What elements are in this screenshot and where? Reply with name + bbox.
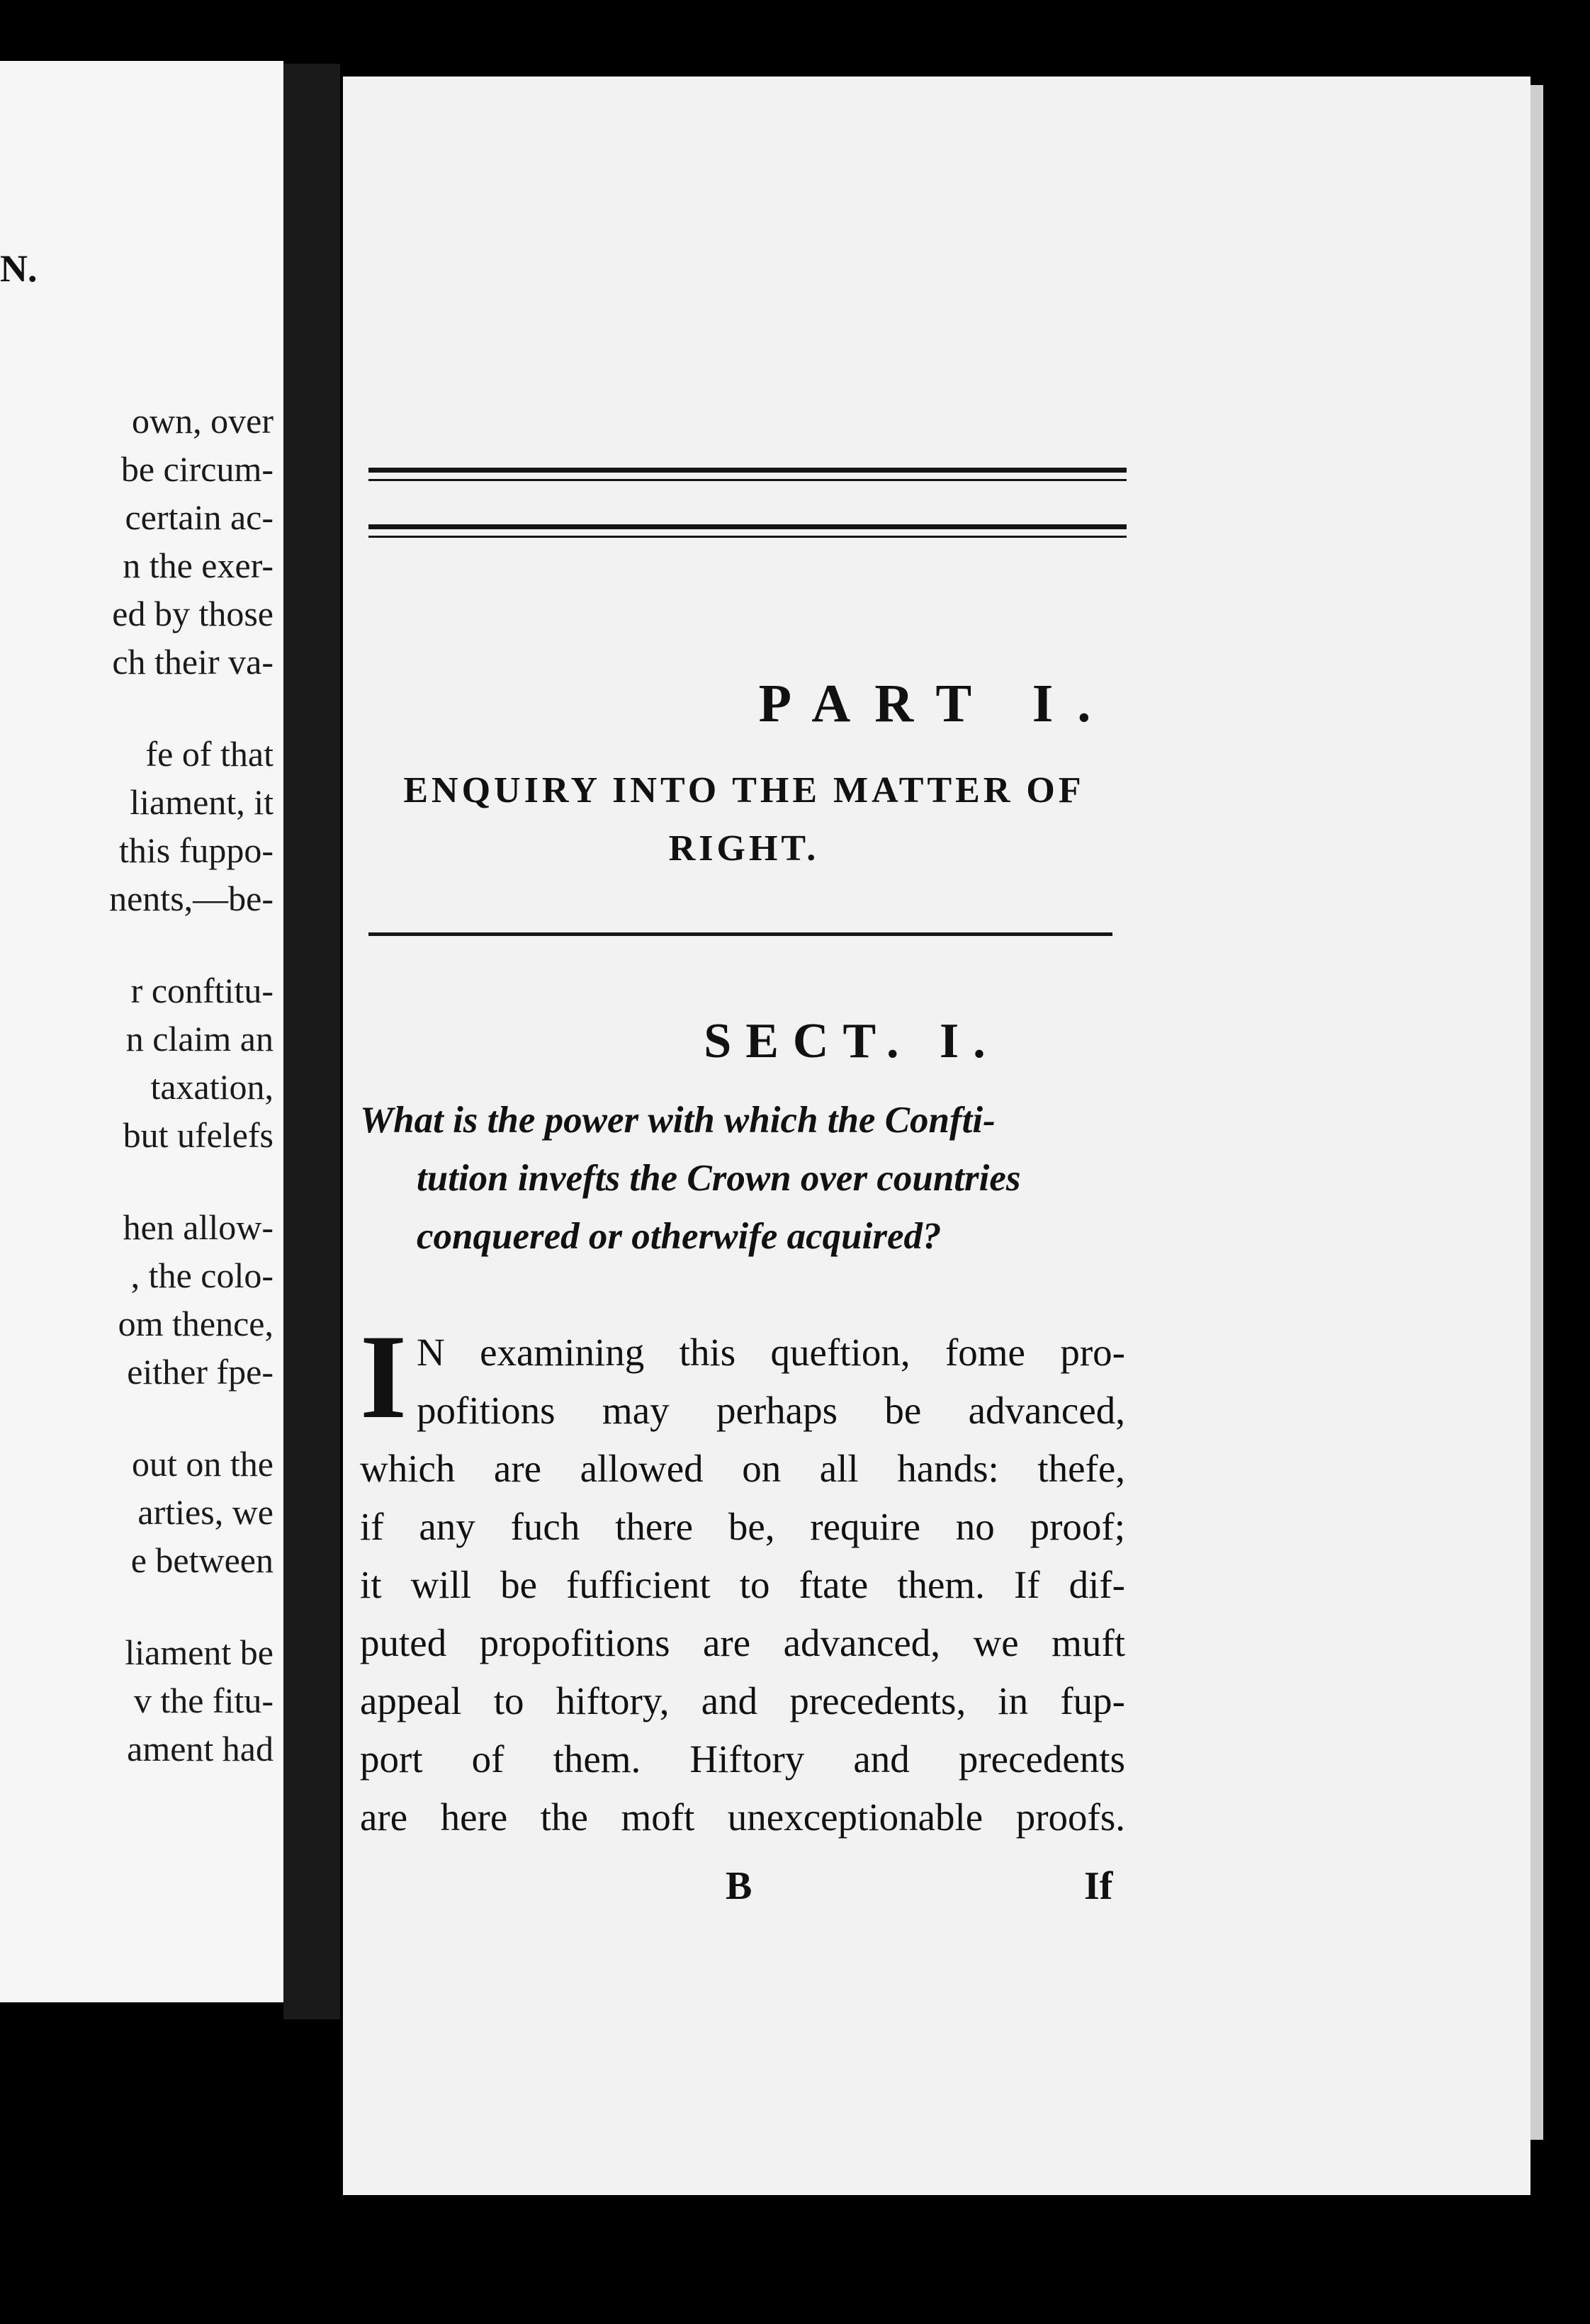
double-rule-bottom	[368, 536, 1127, 538]
left-page-line: arties, we	[137, 1492, 274, 1532]
body-line: puted propofitions are advanced, we muft	[360, 1621, 1125, 1664]
drop-cap: I	[360, 1310, 407, 1443]
left-page-line: either fpe-	[127, 1352, 274, 1392]
left-page-line: ament had	[127, 1729, 274, 1769]
left-page-line: this fuppo-	[118, 830, 274, 870]
body-line: N examining this queftion, fome pro-	[417, 1331, 1125, 1374]
left-page-line: nents,—be-	[109, 879, 274, 918]
catchword: If	[1084, 1864, 1113, 1908]
body-line: port of them. Hiftory and precedents	[360, 1737, 1125, 1781]
left-page-line: liament be	[125, 1632, 274, 1672]
left-page-line: be circum-	[120, 449, 274, 489]
book-gutter	[283, 64, 340, 2019]
left-page-line: taxation,	[150, 1067, 274, 1107]
double-rule-bottom	[368, 479, 1127, 481]
left-page-line: liament, it	[130, 782, 274, 822]
part-subtitle	[354, 762, 1134, 878]
left-page-line: own, over	[132, 401, 274, 441]
left-page-heading-fragment: N.	[0, 247, 38, 290]
section-question	[360, 1091, 1125, 1265]
left-page-line: , the colo-	[130, 1256, 274, 1295]
body-line: it will be fufficient to ftate them. If dif-	[360, 1563, 1125, 1606]
part-title: PART I.	[758, 674, 1115, 733]
left-page-line: hen allow-	[123, 1207, 274, 1247]
left-page	[0, 61, 283, 2002]
left-page-line: ch their va-	[112, 642, 274, 682]
body-line: pofitions may perhaps be advanced,	[417, 1389, 1125, 1432]
part-subtitle-line: RIGHT.	[668, 828, 820, 869]
left-page-line: fe of that	[145, 734, 274, 774]
body-line: appeal to hiftory, and precedents, in fup-	[360, 1679, 1125, 1722]
body-line: are here the moft unexceptionable proofs.	[360, 1795, 1125, 1839]
page-edge	[1530, 85, 1543, 2140]
part-subtitle-line: ENQUIRY INTO THE MATTER OF	[403, 770, 1085, 811]
question-line: tution invefts the Crown over countries	[417, 1158, 1021, 1199]
double-rule-top	[368, 524, 1127, 529]
left-page-line: n claim an	[125, 1019, 274, 1059]
question-line: conquered or otherwife acquired?	[417, 1216, 942, 1257]
body-line: which are allowed on all hands: thefe,	[360, 1447, 1125, 1490]
left-page-line: certain ac-	[125, 497, 274, 537]
signature-mark: B	[726, 1864, 752, 1908]
section-title: SECT. I.	[704, 1014, 1000, 1068]
body-text	[360, 1310, 1125, 1846]
left-page-line: but ufelefs	[123, 1115, 274, 1155]
left-page-line: r conftitu-	[130, 971, 274, 1010]
double-rule-top	[368, 468, 1127, 473]
left-page-line: v the fitu-	[133, 1681, 274, 1720]
left-page-line: n the exer-	[123, 546, 274, 585]
left-page-line: om thence,	[118, 1304, 274, 1343]
left-page-line: e between	[130, 1540, 274, 1580]
body-line: if any fuch there be, require no proof;	[360, 1505, 1125, 1548]
section-divider-rule	[368, 932, 1112, 936]
question-line: What is the power with which the Confti-	[360, 1100, 996, 1141]
left-page-line: out on the	[132, 1444, 274, 1484]
left-page-line: ed by those	[112, 594, 274, 633]
